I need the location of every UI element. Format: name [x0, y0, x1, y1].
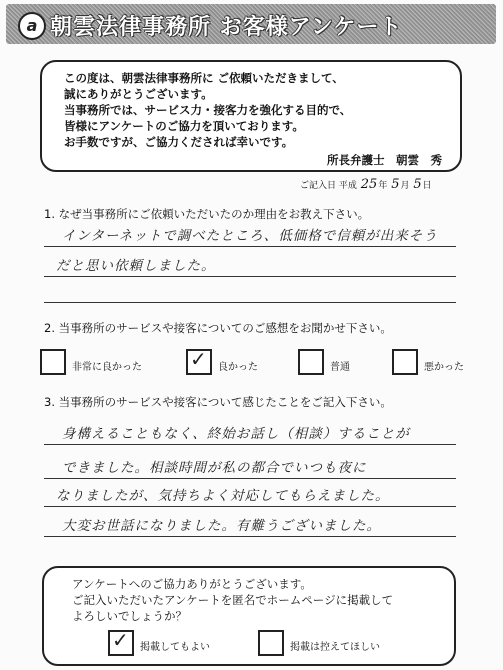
consent-line: よろしいでしょうか？: [72, 609, 187, 623]
date-month-unit: 月: [400, 181, 410, 191]
entry-date: [300, 177, 432, 192]
option-label: 普通: [330, 362, 350, 373]
greeting-line: この度は、朝雲法律事務所に ご依頼いただきまして、: [64, 71, 344, 85]
q3-answer-line[interactable]: なりましたが、気持ちよく対応してもらえました。: [56, 488, 390, 504]
check-mark-icon: ✓: [190, 347, 207, 371]
q1-answer-line[interactable]: だと思い依頼しました。: [56, 258, 216, 274]
answer-rule: [44, 302, 456, 303]
answer-rule: [44, 276, 456, 277]
date-day-unit: 日: [422, 181, 432, 191]
date-label: ご記入日: [300, 181, 337, 191]
answer-rule: [44, 246, 456, 247]
option-label: 掲載は控えてほしい: [290, 642, 380, 653]
q3-answer-line[interactable]: 大変お世話になりました。有難うございました。: [62, 518, 381, 534]
date-year[interactable]: 25: [360, 177, 378, 192]
checkbox-publish-ok[interactable]: [108, 630, 134, 656]
answer-rule: [44, 536, 456, 537]
q3-answer-line[interactable]: できました。相談時間が私の都合でいつも夜に: [62, 460, 367, 476]
firm-logo-icon: a: [18, 12, 46, 40]
check-mark-icon: ✓: [112, 628, 129, 652]
greeting-box: [40, 60, 462, 172]
option-label: 悪かった: [424, 362, 464, 373]
greeting-line: 誠にありがとうございます。: [64, 87, 213, 101]
checkbox-very-good[interactable]: [40, 349, 66, 375]
q3-answer-line[interactable]: 身構えることもなく、終始お話し（相談）することが: [62, 426, 410, 442]
date-year-unit: 年: [378, 181, 388, 191]
date-month[interactable]: 5: [391, 177, 400, 192]
question-1: 1. なぜ当事務所にご依頼いただいたのか理由をお教え下さい。: [44, 207, 370, 221]
consent-line: アンケートへのご協力ありがとうございます。: [72, 577, 312, 591]
signature: 所長弁護士 朝雲 秀: [327, 153, 442, 167]
answer-rule: [44, 506, 456, 507]
date-era: 平成: [338, 181, 357, 191]
greeting-line: 皆様にアンケートのご協力を頂いております。: [64, 119, 304, 133]
date-day[interactable]: 5: [413, 177, 422, 192]
option-label: 掲載してもよい: [140, 642, 210, 653]
checkbox-good[interactable]: [186, 349, 212, 375]
checkbox-bad[interactable]: [392, 349, 418, 375]
consent-line: ご記入いただいたアンケートを匿名でホームページに掲載して: [72, 593, 394, 607]
option-label: 非常に良かった: [72, 362, 142, 373]
header-banner: [6, 4, 496, 44]
answer-rule: [44, 478, 456, 479]
answer-rule: [44, 444, 456, 445]
checkbox-average[interactable]: [298, 349, 324, 375]
question-2: 2. 当事務所のサービスや接客についてのご感想をお聞かせ下さい。: [44, 321, 392, 335]
q1-answer-line[interactable]: インターネットで調べたところ、低価格で信頼が出来そう: [62, 228, 438, 244]
checkbox-publish-no[interactable]: [258, 630, 284, 656]
consent-box: [42, 566, 456, 666]
option-label: 良かった: [218, 362, 258, 373]
page-title: 朝雲法律事務所 お客様アンケート: [50, 15, 403, 40]
question-3: 3. 当事務所のサービスや接客について感じたことをご記入下さい。: [44, 395, 392, 409]
greeting-line: お手数ですが、ご協力くだされば幸いです。: [64, 135, 294, 149]
greeting-line: 当事務所では、サービス力・接客力を強化する目的で、: [64, 103, 352, 117]
